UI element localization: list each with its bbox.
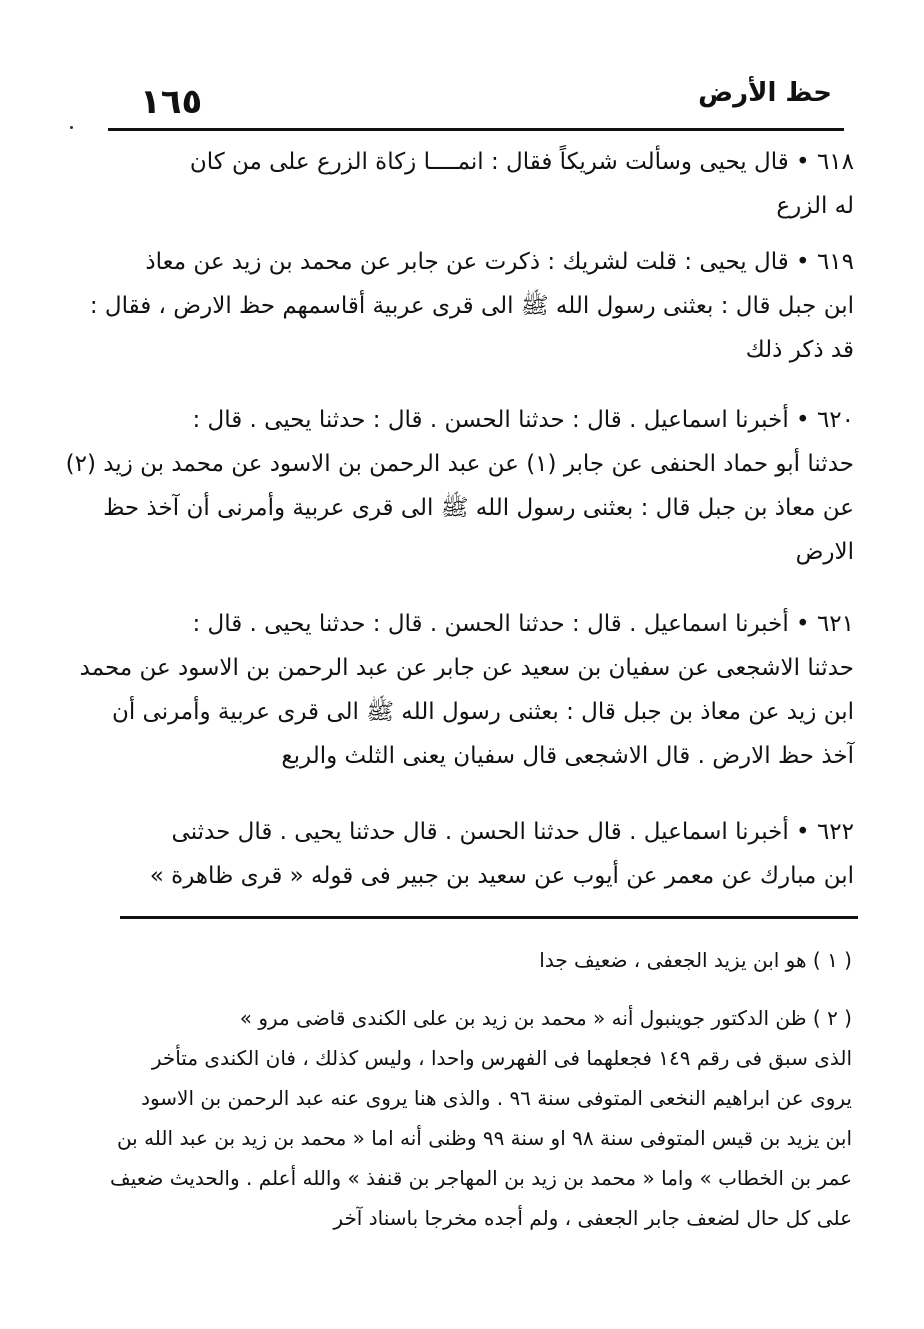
hadith-entry-618 (110, 140, 854, 228)
footnote-line: يروى عن ابراهيم النخعى المتوفى سنة ٩٦ . والذى هنا يروى عنه عبد الرحمن بن الاسود (141, 1086, 852, 1110)
entry-line: ٦١٨ • قال يحيى وسألت شريكاً فقال : انمــــا زكاة الزرع على من كان (189, 149, 854, 175)
page-number: ١٦٥ (140, 82, 203, 122)
entry-line: عن معاذ بن جبل قال : بعثنى رسول الله ﷺ الى قرى عربية وأمرنى أن آخذ حظ (103, 495, 854, 521)
entry-line: آخذ حظ الارض . قال الاشجعى قال سفيان يعنى الثلث والربع (281, 743, 854, 769)
footnote-rule (120, 916, 858, 919)
entry-line: ٦٢٢ • أخبرنا اسماعيل . قال حدثنا الحسن . قال حدثنا يحيى . قال حدثنى (171, 819, 854, 845)
footnote-line: ابن يزيد بن قيس المتوفى سنة ٩٨ او سنة ٩٩ وظنى أنه اما « محمد بن زيد بن عبد الله بن (116, 1126, 852, 1150)
footnote-line: على كل حال لضعف جابر الجعفى ، ولم أجده مخرجا باسناد آخر (333, 1206, 852, 1230)
header-rule (108, 128, 844, 131)
footnote-2 (109, 998, 852, 1238)
entry-line: ٦٢٠ • أخبرنا اسماعيل . قال : حدثنا الحسن . قال : حدثنا يحيى . قال : (192, 407, 854, 433)
scan-speck (70, 126, 73, 129)
footnote-1 (112, 940, 852, 980)
entry-line: ٦١٩ • قال يحيى : قلت لشريك : ذكرت عن جابر عن محمد بن زيد عن معاذ (145, 249, 854, 275)
entry-line: حدثنا الاشجعى عن سفيان بن سعيد عن جابر عن عبد الرحمن بن الاسود عن محمد (79, 655, 854, 681)
running-head: حظ الأرض (698, 78, 832, 108)
hadith-entry-622 (110, 810, 854, 898)
footnote-line: الذى سبق فى رقم ١٤٩ فجعلهما فى الفهرس واحدا ، وليس كذلك ، فان الكندى متأخر (151, 1046, 852, 1070)
footnote-line: ( ١ ) هو ابن يزيد الجعفى ، ضعيف جدا (539, 948, 852, 972)
entry-line: له الزرع (776, 193, 854, 219)
entry-line: ابن جبل قال : بعثنى رسول الله ﷺ الى قرى عربية أقاسمهم حظ الارض ، فقال : (89, 293, 854, 319)
entry-line: ابن مبارك عن معمر عن أيوب عن سعيد بن جبير فى قوله « قرى ظاهرة » (149, 863, 854, 889)
entry-line: الارض (795, 539, 854, 565)
hadith-entry-619 (89, 240, 854, 372)
entry-line: قد ذكر ذلك (745, 337, 854, 363)
footnote-line: عمر بن الخطاب » واما « محمد بن زيد بن المهاجر بن قنفذ » والله أعلم . والحديث ضعيف (109, 1166, 852, 1190)
hadith-entry-621 (79, 602, 854, 778)
entry-line: ابن زيد عن معاذ بن جبل قال : بعثنى رسول الله ﷺ الى قرى عربية وأمرنى أن (111, 699, 854, 725)
entry-line: ٦٢١ • أخبرنا اسماعيل . قال : حدثنا الحسن . قال : حدثنا يحيى . قال : (192, 611, 854, 637)
footnotes (109, 940, 852, 1238)
hadith-entry-620 (65, 398, 854, 574)
footnote-line: ( ٢ ) ظن الدكتور جوينبول أنه « محمد بن زيد بن على الكندى قاضى مرو » (239, 1006, 852, 1030)
entry-line: حدثنا أبو حماد الحنفى عن جابر (١) عن عبد الرحمن بن الاسود عن محمد بن زيد (٢) (65, 451, 854, 477)
